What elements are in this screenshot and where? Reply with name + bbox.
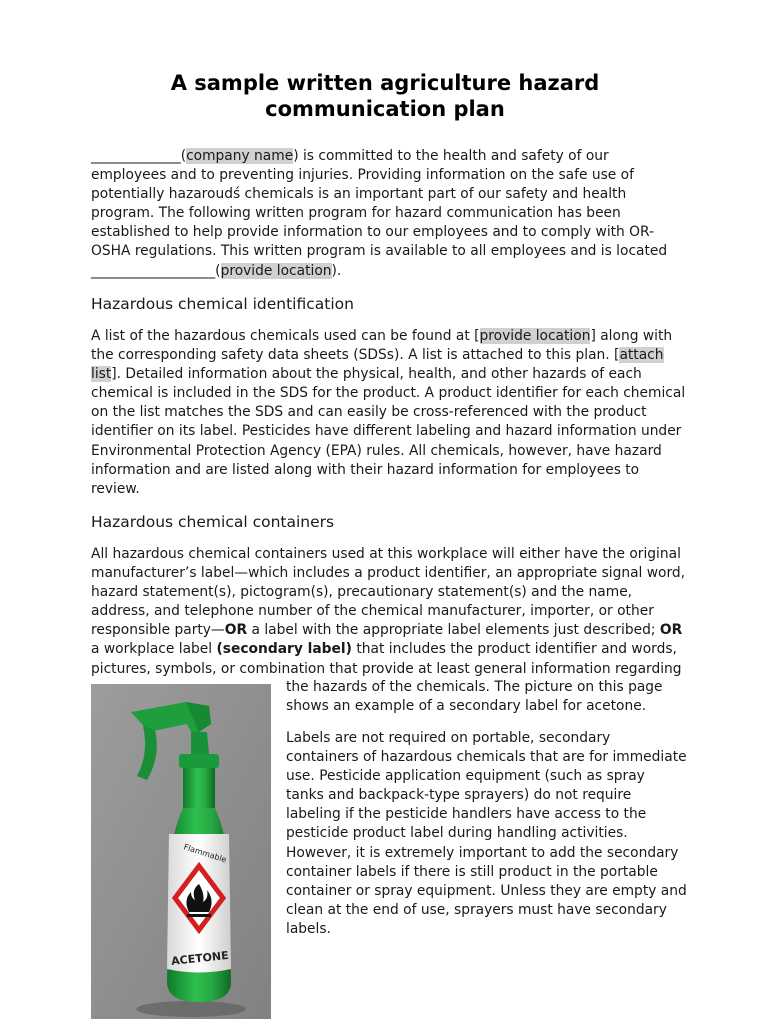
containers-paragraph xyxy=(91,545,691,679)
intro-line-3: potentially hazaroudś chemicals is an important part of our safety and health xyxy=(91,186,627,203)
cont-line-5 xyxy=(91,621,691,640)
or-emphasis-2: OR xyxy=(659,622,683,639)
company-name-placeholder: company name xyxy=(186,148,294,164)
ident-line-4: chemical is included in the SDS for the product. A product identifier for each chemical xyxy=(91,385,686,402)
or-emphasis-1: OR xyxy=(224,622,248,639)
p2-line-10: clean at the end of use, sprayers must have secondary xyxy=(286,901,667,918)
intro-line-7-text: ). xyxy=(331,262,342,279)
cont-line-5-mid: a label with the appropriate label elements just described; xyxy=(247,622,660,639)
section-heading-containers: Hazardous chemical containers xyxy=(91,513,335,531)
cont-line-3: hazard statement(s), pictogram(s), precautionary statement(s) and the name, xyxy=(91,584,633,601)
intro-line-2: employees and to preventing injuries. Providing information on the safe use of xyxy=(91,167,634,184)
ident-line-1-head: A list of the hazardous chemicals used can be found at [ xyxy=(91,328,480,344)
cont-line-7: pictures, symbols, or combination that provide at least general information regarding xyxy=(91,660,682,677)
ident-line-2-head: the corresponding safety data sheets (SDSs). A list is attached to this plan. [ xyxy=(91,347,620,364)
ident-line-3-tail: ]. Detailed information about the physical, health, and other hazards of each xyxy=(111,366,642,383)
company-name-blank: _____________ xyxy=(91,148,181,164)
intro-line-5: established to help provide information to our employees and to comply with OR- xyxy=(91,224,655,241)
cont-line-6 xyxy=(91,640,691,659)
portable-containers-paragraph xyxy=(286,729,696,939)
cont-line-4: address, and telephone number of the chemical manufacturer, importer, or other xyxy=(91,603,654,620)
label-top-handwriting: Flammable xyxy=(182,842,228,865)
p2-line-1: Labels are not required on portable, secondary xyxy=(286,730,611,746)
intro-line-1: _____________(company name) is committed to the health and safety of our xyxy=(91,148,609,164)
ident-line-1-tail: ] along with xyxy=(590,328,673,344)
spray-bottle-image xyxy=(91,684,271,1019)
p2-line-9: container or spray equipment. Unless they are empty and xyxy=(286,882,687,899)
intro-line-4: program. The following written program for hazard communication has been xyxy=(91,205,621,222)
p2-line-4: tanks and backpack-type sprayers) do not require xyxy=(286,787,632,804)
acetone-spray-bottle-photo xyxy=(91,684,271,1019)
attach-placeholder: attach xyxy=(619,347,664,364)
intro-line-6: OSHA regulations. This written program is available to all employees and is located xyxy=(91,243,668,260)
p2-line-7: However, it is extremely important to add the secondary xyxy=(286,844,679,861)
p2-line-11: labels. xyxy=(286,920,331,937)
float-line-2: shows an example of a secondary label for acetone. xyxy=(286,698,647,715)
identification-paragraph xyxy=(91,327,691,499)
location-blank: __________________ xyxy=(91,262,216,279)
intro-paragraph xyxy=(91,147,691,281)
section-heading-identification: Hazardous chemical identification xyxy=(91,295,354,313)
cont-line-6-tail: that includes the product identifier and words, xyxy=(351,641,677,658)
ident-line-2 xyxy=(91,346,691,365)
provide-location-placeholder: provide location xyxy=(479,328,591,344)
intro-line-7: __________________(provide location). xyxy=(91,262,342,279)
p2-line-8: container labels if there is still product in the portable xyxy=(286,863,658,880)
p2-line-2: containers of hazardous chemicals that are for immediate xyxy=(286,749,687,766)
p2-line-5: labeling if the pesticide handlers have access to the xyxy=(286,806,647,823)
ident-line-9: review. xyxy=(91,480,140,497)
p2-line-3: use. Pesticide application equipment (such as spray xyxy=(286,768,645,785)
float-line-1: the hazards of the chemicals. The picture on this page xyxy=(286,679,663,695)
cont-line-2: manufacturer’s label—which includes a product identifier, an appropriate signal word, xyxy=(91,565,686,582)
ident-line-7: Environmental Protection Agency (EPA) rules. All chemicals, however, have hazard xyxy=(91,442,662,459)
ident-line-5: on the list matches the SDS and can easily be cross-referenced with the product xyxy=(91,404,647,421)
ident-line-1 xyxy=(91,327,691,346)
cont-line-6-head: a workplace label xyxy=(91,641,217,658)
acetone-label-text: ACETONE xyxy=(170,948,230,968)
p2-line-6: pesticide product label during handling activities. xyxy=(286,825,628,842)
cont-line-1: All hazardous chemical containers used at this workplace will either have the original xyxy=(91,546,681,562)
document-title: A sample written agriculture hazard communication plan xyxy=(170,71,600,121)
ident-line-8: information and are listed along with their hazard information for employees to xyxy=(91,461,640,478)
secondary-label-emphasis: (secondary label) xyxy=(216,641,352,658)
intro-line-1-text: ) is committed to the health and safety of our xyxy=(293,148,609,164)
list-placeholder: list xyxy=(91,366,112,383)
location-placeholder: provide location xyxy=(220,262,332,279)
photo-caption-text xyxy=(286,678,696,716)
ident-line-3 xyxy=(91,365,691,384)
ident-line-6: identifier on its label. Pesticides have different labeling and hazard information under xyxy=(91,423,682,440)
cont-line-5-head: responsible party— xyxy=(91,622,225,639)
